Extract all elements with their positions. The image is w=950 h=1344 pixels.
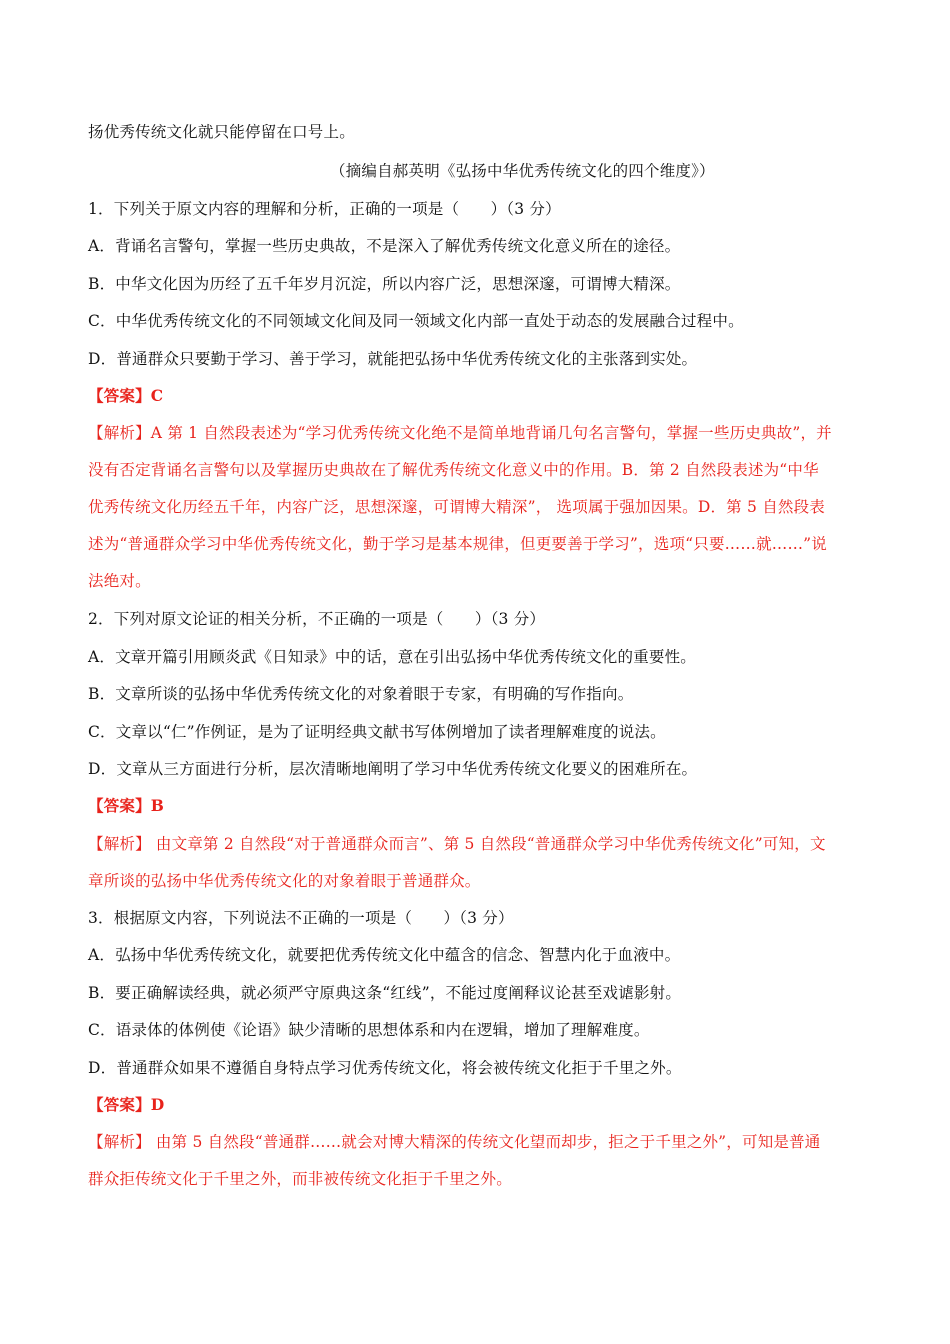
- q1-option-c: C．中华优秀传统文化的不同领域文化间及同一领域文化内部一直处于动态的发展融合过程中。: [88, 312, 744, 330]
- q2-analysis-line: 章所谈的弘扬中华优秀传统文化的对象着眼于普通群众。: [88, 872, 481, 890]
- q2-analysis-line: 【解析】 由文章第 2 自然段“对于普通群众而言”、第 5 自然段“普通群众学习中华优秀传统文化”可知，文: [88, 835, 826, 853]
- q3-option-a: A．弘扬中华优秀传统文化，就要把优秀传统文化中蕴含的信念、智慧内化于血液中。: [88, 946, 681, 964]
- q3-answer: 【答案】D: [88, 1095, 165, 1114]
- q2-option-b: B．文章所谈的弘扬中华优秀传统文化的对象着眼于专家，有明确的写作指向。: [88, 685, 634, 703]
- q1-analysis-line: 法绝对。: [88, 572, 151, 590]
- q3-stem: 3．根据原文内容，下列说法不正确的一项是（ ）（3 分）: [88, 909, 514, 927]
- q2-answer: 【答案】B: [88, 796, 165, 815]
- q1-option-b: B．中华文化因为历经了五千年岁月沉淀，所以内容广泛，思想深邃，可谓博大精深。: [88, 275, 681, 293]
- q1-answer: 【答案】C: [88, 386, 164, 405]
- q1-analysis-line: 优秀传统文化历经五千年，内容广泛，思想深邃，可谓博大精深”， 选项属于强加因果。D．第 5 自然段表: [88, 498, 825, 516]
- q2-option-d: D．文章从三方面进行分析，层次清晰地阐明了学习中华优秀传统文化要义的困难所在。: [88, 760, 698, 778]
- q1-analysis-line: 没有否定背诵名言警句以及掌握历史典故在了解优秀传统文化意义中的作用。B．第 2 自然段表述为“中华: [88, 461, 819, 479]
- q3-option-c: C．语录体的体例使《论语》缺少清晰的思想体系和内在逻辑，增加了理解难度。: [88, 1021, 650, 1039]
- source-citation: （摘编自郝英明《弘扬中华优秀传统文化的四个维度》）: [330, 162, 715, 180]
- q1-option-a: A．背诵名言警句，掌握一些历史典故，不是深入了解优秀传统文化意义所在的途径。: [88, 237, 681, 255]
- q2-option-c: C．文章以“仁”作例证，是为了证明经典文献书写体例增加了读者理解难度的说法。: [88, 723, 666, 741]
- q3-option-b: B．要正确解读经典，就必须严守原典这条“红线”，不能过度阐释议论甚至戏谑影射。: [88, 984, 682, 1002]
- q1-option-d: D．普通群众只要勤于学习、善于学习，就能把弘扬中华优秀传统文化的主张落到实处。: [88, 350, 698, 368]
- q2-stem: 2．下列对原文论证的相关分析，不正确的一项是（ ）（3 分）: [88, 610, 546, 628]
- q1-analysis-line: 【解析】A 第 1 自然段表述为“学习优秀传统文化绝不是简单地背诵几句名言警句，掌握一些历史典故”，并: [88, 424, 832, 442]
- q3-option-d: D．普通群众如果不遵循自身特点学习优秀传统文化，将会被传统文化拒于千里之外。: [88, 1059, 682, 1077]
- intro-tail-text: 扬优秀传统文化就只能停留在口号上。: [88, 123, 355, 141]
- q3-analysis-line: 群众拒传统文化于千里之外，而非被传统文化拒于千里之外。: [88, 1170, 512, 1188]
- q1-analysis-line: 述为“普通群众学习中华优秀传统文化，勤于学习是基本规律，但更要善于学习”，选项“只要……就……”说: [88, 535, 827, 553]
- q1-stem: 1．下列关于原文内容的理解和分析，正确的一项是（ ）（3 分）: [88, 200, 561, 218]
- q3-analysis-line: 【解析】 由第 5 自然段“普通群……就会对博大精深的传统文化望而却步，拒之于千里之外”，可知是普通: [88, 1133, 821, 1151]
- q2-option-a: A．文章开篇引用顾炎武《日知录》中的话，意在引出弘扬中华优秀传统文化的重要性。: [88, 648, 696, 666]
